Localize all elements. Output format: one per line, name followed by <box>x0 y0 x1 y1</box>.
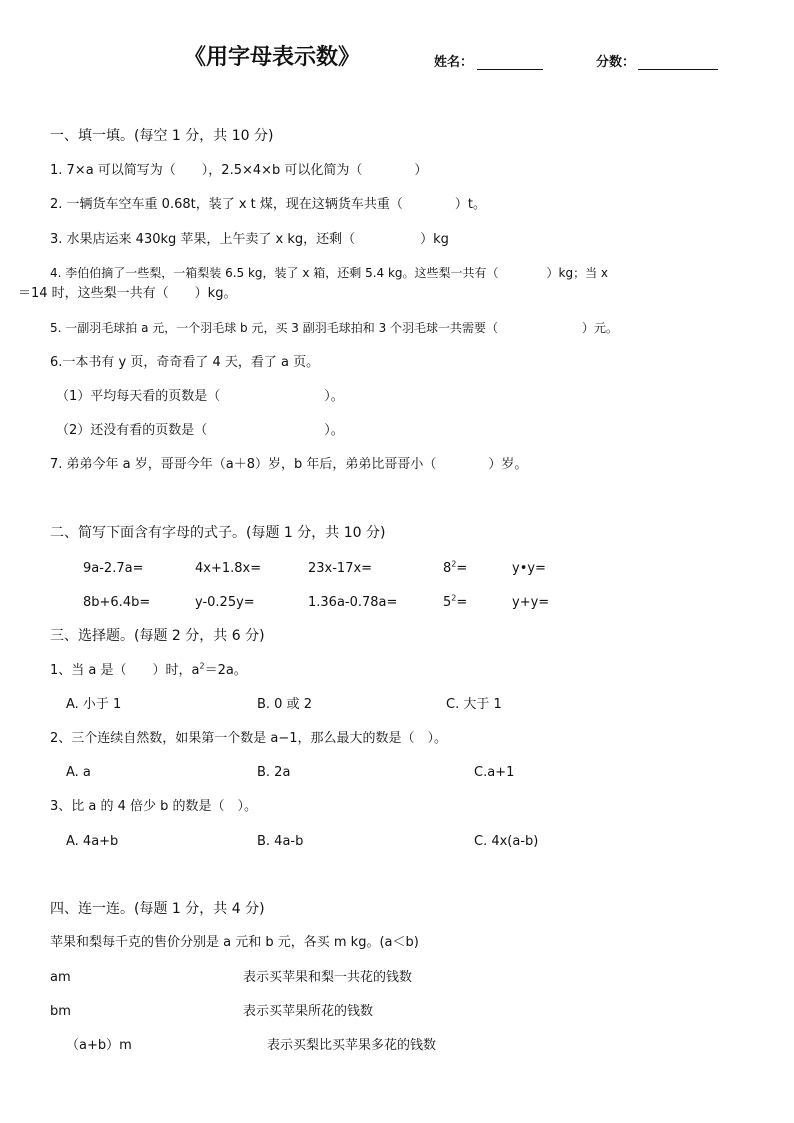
q3-2-option-b: B. 2a <box>257 765 291 780</box>
question-1-6-2: （2）还没有看的页数是（ ）。 <box>56 423 344 438</box>
section4-title: 四、连一连。(每题 1 分，共 4 分) <box>50 901 265 917</box>
question-1-4-line2: ＝14 时，这些梨一共有（ ）kg。 <box>18 286 237 301</box>
q3-2-option-a: A. a <box>66 765 91 780</box>
expr-y-times-y: y•y= <box>512 561 546 576</box>
page-title: 《用字母表示数》 <box>184 45 361 70</box>
score-blank[interactable] <box>638 54 718 70</box>
match-left-2[interactable]: bm <box>50 1004 71 1019</box>
name-blank[interactable] <box>477 54 543 70</box>
section3-title: 三、选择题。(每题 2 分，共 6 分) <box>50 628 265 644</box>
question-1-2: 2. 一辆货车空车重 0.68t，装了 x t 煤，现在这辆货车共重（ ）t。 <box>50 197 486 212</box>
expr-y-plus-y: y+y= <box>512 595 550 610</box>
expr-5-squared: $5^2=$ <box>443 593 468 610</box>
q3-3-option-b: B. 4a-b <box>257 834 304 849</box>
question-3-1: 1、当 a 是（ ）时，$a^2=2a$。 <box>50 661 247 678</box>
expr-9a: 9a-2.7a= <box>83 561 144 576</box>
expr-y-minus: y-0.25y= <box>195 595 255 610</box>
question-1-5: 5. 一副羽毛球拍 a 元，一个羽毛球 b 元，买 3 副羽毛球拍和 3 个羽毛球一共需要（ ）元。 <box>50 321 619 335</box>
match-left-1[interactable]: am <box>50 970 71 985</box>
match-right-2[interactable]: 表示买苹果所花的钱数 <box>243 1004 374 1019</box>
question-1-4-line1: 4. 李伯伯摘了一些梨，一箱梨装 6.5 kg，装了 x 箱，还剩 5.4 kg。这些梨一共有（ ）kg；当 x <box>50 266 609 280</box>
expr-8-squared: $8^2=$ <box>443 559 468 576</box>
match-left-3[interactable]: （a+b）m <box>66 1038 132 1053</box>
q3-1-option-c: C. 大于 1 <box>446 697 502 712</box>
question-1-3: 3. 水果店运来 430kg 苹果，上午卖了 x kg，还剩（ ）kg <box>50 232 449 247</box>
match-right-3[interactable]: 表示买梨比买苹果多花的钱数 <box>267 1038 437 1053</box>
expr-1-36a: 1.36a-0.78a= <box>308 595 398 610</box>
name-label: 姓名： <box>434 55 474 70</box>
score-label: 分数： <box>596 55 636 70</box>
question-1-6: 6.一本书有 y 页，奇奇看了 4 天，看了 a 页。 <box>50 355 320 370</box>
q3-1-option-a: A. 小于 1 <box>66 697 122 712</box>
expr-8b: 8b+6.4b= <box>83 595 151 610</box>
question-3-3: 3、比 a 的 4 倍少 b 的数是（ ）。 <box>50 799 258 814</box>
q3-3-option-a: A. 4a+b <box>66 834 119 849</box>
question-1-1: 1. 7×a 可以简写为（ ），2.5×4×b 可以化简为（ ） <box>50 163 428 178</box>
q3-1-option-b: B. 0 或 2 <box>257 697 312 712</box>
expr-4x: 4x+1.8x= <box>195 561 262 576</box>
question-1-6-1: （1）平均每天看的页数是（ ）。 <box>56 389 344 404</box>
question-3-2: 2、三个连续自然数，如果第一个数是 a−1，那么最大的数是（ ）。 <box>50 731 448 746</box>
q3-2-option-c: C.a+1 <box>474 765 515 780</box>
q3-3-option-c: C. 4x(a-b) <box>474 834 539 849</box>
expr-23x: 23x-17x= <box>308 561 373 576</box>
section4-intro: 苹果和梨每千克的售价分别是 a 元和 b 元，各买 m kg。(a＜b) <box>50 935 419 950</box>
question-1-7: 7. 弟弟今年 a 岁，哥哥今年（a＋8）岁，b 年后，弟弟比哥哥小（ ）岁。 <box>50 457 528 472</box>
match-right-1[interactable]: 表示买苹果和梨一共花的钱数 <box>243 970 413 985</box>
section2-title: 二、简写下面含有字母的式子。(每题 1 分，共 10 分) <box>50 525 386 541</box>
section1-title: 一、填一填。(每空 1 分，共 10 分) <box>50 128 274 144</box>
